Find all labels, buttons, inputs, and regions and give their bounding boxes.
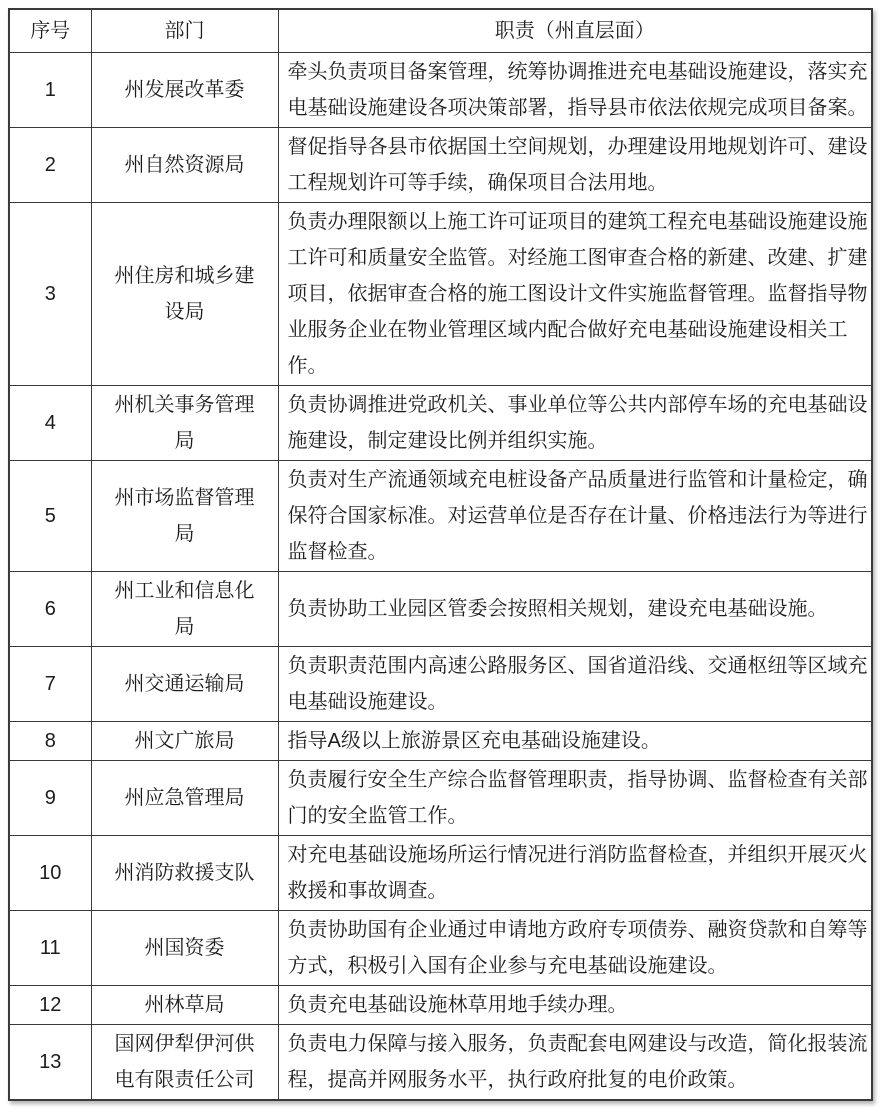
cell-serial-number: 8 bbox=[9, 722, 91, 761]
cell-serial-number: 9 bbox=[9, 761, 91, 836]
cell-department: 州住房和城乡建设局 bbox=[91, 203, 278, 386]
cell-responsibility: 对充电基础设施场所运行情况进行消防监督检查，并组织开展灭火救援和事故调查。 bbox=[278, 836, 872, 911]
cell-department: 州自然资源局 bbox=[91, 128, 278, 203]
cell-serial-number: 2 bbox=[9, 128, 91, 203]
table-body bbox=[9, 53, 872, 1101]
cell-department: 州工业和信息化局 bbox=[91, 572, 278, 647]
cell-serial-number: 4 bbox=[9, 386, 91, 461]
cell-responsibility: 负责办理限额以上施工许可证项目的建筑工程充电基础设施建设施工许可和质量安全监管。对经施工图审查合格的新建、改建、扩建项目，依据审查合格的施工图设计文件实施监督管理。监督指导物业服务企业在物业管理区域内配合做好充电基础设施建设相关工作。 bbox=[278, 203, 872, 386]
cell-responsibility: 负责职责范围内高速公路服务区、国省道沿线、交通枢纽等区域充电基础设施建设。 bbox=[278, 647, 872, 722]
header-department: 部门 bbox=[91, 9, 278, 53]
cell-serial-number: 3 bbox=[9, 203, 91, 386]
cell-department: 州应急管理局 bbox=[91, 761, 278, 836]
cell-responsibility: 负责协助工业园区管委会按照相关规划，建设充电基础设施。 bbox=[278, 572, 872, 647]
table-row bbox=[9, 53, 872, 128]
cell-serial-number: 11 bbox=[9, 911, 91, 986]
cell-department: 州发展改革委 bbox=[91, 53, 278, 128]
table-row bbox=[9, 911, 872, 986]
cell-responsibility: 指导A级以上旅游景区充电基础设施建设。 bbox=[278, 722, 872, 761]
responsibility-table bbox=[8, 8, 873, 1101]
cell-responsibility: 督促指导各县市依据国土空间规划，办理建设用地规划许可、建设工程规划许可等手续，确保项目合法用地。 bbox=[278, 128, 872, 203]
cell-department: 州消防救援支队 bbox=[91, 836, 278, 911]
cell-department: 州林草局 bbox=[91, 986, 278, 1025]
cell-serial-number: 5 bbox=[9, 461, 91, 572]
table-row bbox=[9, 203, 872, 386]
table-row bbox=[9, 1025, 872, 1101]
cell-responsibility: 负责充电基础设施林草用地手续办理。 bbox=[278, 986, 872, 1025]
cell-responsibility: 牵头负责项目备案管理，统筹协调推进充电基础设施建设，落实充电基础设施建设各项决策部署，指导县市依法依规完成项目备案。 bbox=[278, 53, 872, 128]
cell-department: 州机关事务管理局 bbox=[91, 386, 278, 461]
table-row bbox=[9, 836, 872, 911]
cell-serial-number: 10 bbox=[9, 836, 91, 911]
cell-department: 州文广旅局 bbox=[91, 722, 278, 761]
cell-serial-number: 6 bbox=[9, 572, 91, 647]
cell-serial-number: 7 bbox=[9, 647, 91, 722]
cell-responsibility: 负责履行安全生产综合监督管理职责，指导协调、监督检查有关部门的安全监管工作。 bbox=[278, 761, 872, 836]
table-row bbox=[9, 722, 872, 761]
document-page bbox=[0, 8, 880, 1118]
table-row bbox=[9, 386, 872, 461]
table-row bbox=[9, 461, 872, 572]
cell-department: 州交通运输局 bbox=[91, 647, 278, 722]
header-row bbox=[9, 9, 872, 53]
cell-responsibility: 负责协调推进党政机关、事业单位等公共内部停车场的充电基础设施建设，制定建设比例并组织实施。 bbox=[278, 386, 872, 461]
table-row bbox=[9, 647, 872, 722]
cell-department: 国网伊犁伊河供电有限责任公司 bbox=[91, 1025, 278, 1101]
cell-serial-number: 13 bbox=[9, 1025, 91, 1101]
cell-department: 州国资委 bbox=[91, 911, 278, 986]
cell-responsibility: 负责对生产流通领域充电桩设备产品质量进行监管和计量检定，确保符合国家标准。对运营单位是否存在计量、价格违法行为等进行监督检查。 bbox=[278, 461, 872, 572]
table-row bbox=[9, 761, 872, 836]
cell-responsibility: 负责协助国有企业通过申请地方政府专项债券、融资贷款和自筹等方式，积极引入国有企业参与充电基础设施建设。 bbox=[278, 911, 872, 986]
header-serial-number: 序号 bbox=[9, 9, 91, 53]
cell-responsibility: 负责电力保障与接入服务，负责配套电网建设与改造，简化报装流程，提高并网服务水平，执行政府批复的电价政策。 bbox=[278, 1025, 872, 1101]
cell-department: 州市场监督管理局 bbox=[91, 461, 278, 572]
table-row bbox=[9, 986, 872, 1025]
cell-serial-number: 1 bbox=[9, 53, 91, 128]
table-row bbox=[9, 572, 872, 647]
cell-serial-number: 12 bbox=[9, 986, 91, 1025]
header-responsibility: 职责（州直层面） bbox=[278, 9, 872, 53]
table-row bbox=[9, 128, 872, 203]
